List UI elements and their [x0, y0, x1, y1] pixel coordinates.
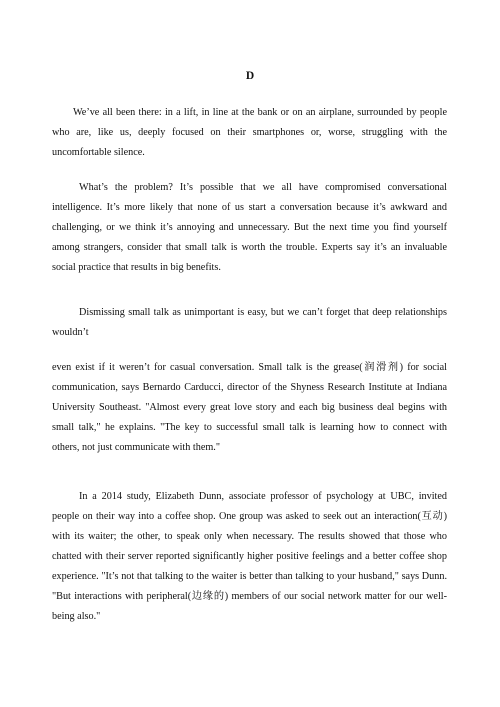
- paragraph-1: We’ve all been there: in a lift, in line at the bank or on an airplane, surrounded by people who are, like us, deeply focused on their smartphones or, worse, struggling with the uncomfortable silence.: [52, 107, 447, 158]
- paragraph-5: In a 2014 study, Elizabeth Dunn, associate professor of psychology at UBC, invited people on their way into a coffee shop. One group was asked to seek out an interaction(互动) with its waiter; the other, to speak only when necessary. The results showed that those who chatted with their server reported significantly higher positive feelings and a better coffee shop experience. "It’s not that talking to the waiter is better than talking to your husband," says Dunn. "But interactions with peripheral(边缘的) members of our social network matter for our well-being also.": [52, 491, 447, 622]
- paragraph-4: even exist if it weren’t for casual conversation. Small talk is the grease(润滑剂) for social communication, says Bernardo Carducci, director of the Shyness Research Institute at Indiana University Southeast. "Almost every great love story and each big business deal begins with small talk," he explains. "The key to successful small talk is learning how to connect with others, not just communicate with them.": [52, 362, 447, 453]
- paragraph-2: What’s the problem? It’s possible that we all have compromised conversational intelligence. It’s more likely that none of us start a conversation because it’s awkward and challenging, or we think it’s annoying and unnecessary. But the next time you find yourself among strangers, consider that small talk is worth the trouble. Experts say it’s an invaluable social practice that results in big benefits.: [52, 182, 447, 273]
- paragraph-3: Dismissing small talk as unimportant is easy, but we can’t forget that deep relationships wouldn’t: [52, 307, 447, 338]
- section-heading: D: [245, 70, 255, 82]
